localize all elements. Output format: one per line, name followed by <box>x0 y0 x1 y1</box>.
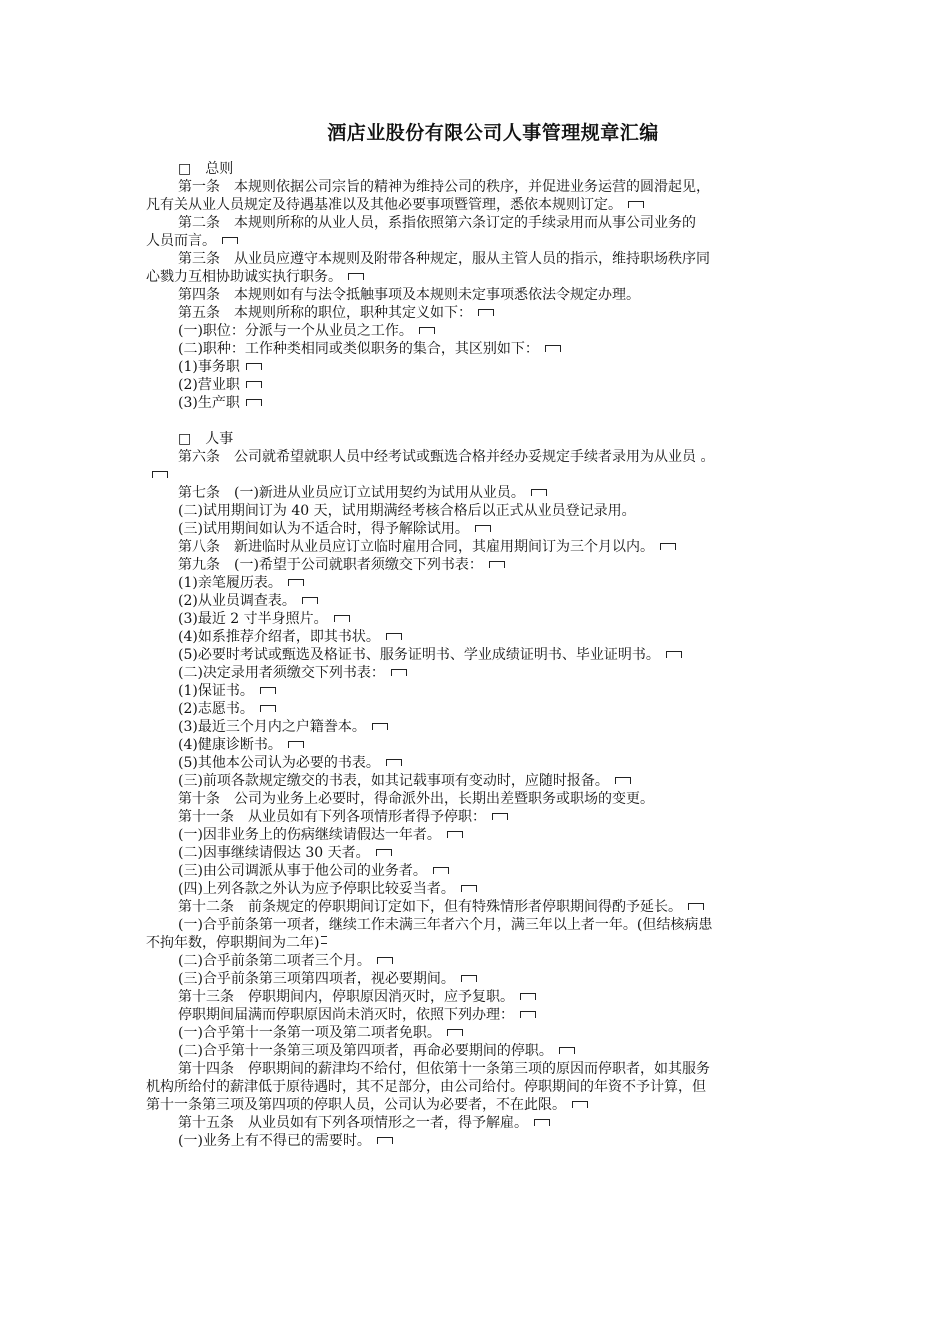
document-line <box>146 970 810 988</box>
line-text: (3)最近 2 寸半身照片。 <box>178 611 328 627</box>
paragraph-mark-icon <box>246 363 262 370</box>
line-text: 第八条 新进临时从业员应订立临时雇用合同，其雇用期间订为三个月以内。 <box>178 539 654 555</box>
line-text: 第二条 本规则所称的从业人员，系指依照第六条订定的手续录用而从事公司业务的 <box>178 215 696 231</box>
document-line <box>146 268 810 286</box>
end-of-line-mark-icon <box>321 936 327 944</box>
line-text: (3)最近三个月内之户籍誊本。 <box>178 719 366 735</box>
document-line <box>146 286 810 304</box>
document-line <box>146 1078 810 1096</box>
paragraph-mark-icon <box>348 273 364 280</box>
paragraph-mark-icon <box>288 741 304 748</box>
document-line <box>146 862 810 880</box>
paragraph-mark-icon <box>492 813 508 820</box>
line-text: (二)职种：工作种类相同或类似职务的集合，其区别如下： <box>178 341 539 357</box>
section-heading <box>146 430 810 448</box>
paragraph-mark-icon <box>288 579 304 586</box>
line-text: 机构所给付的薪津低于原待遇时，其不足部分，由公司给付。停职期间的年资不予计算，但 <box>146 1079 706 1095</box>
line-text: 心戮力互相协助诚实执行职务。 <box>146 269 342 285</box>
paragraph-mark-icon <box>377 1137 393 1144</box>
paragraph-mark-icon <box>260 687 276 694</box>
line-text: 停职期间届满而停职原因尚未消灭时，依照下列办理： <box>178 1007 514 1023</box>
document-line <box>146 502 810 520</box>
paragraph-mark-icon <box>372 723 388 730</box>
document-line <box>146 574 810 592</box>
document-line <box>146 592 810 610</box>
document-line <box>146 1024 810 1042</box>
line-text: 凡有关从业人员规定及待遇基准以及其他必要事项暨管理，悉依本规则订定。 <box>146 197 622 213</box>
line-text: 第九条 (一)希望于公司就职者须缴交下列书表： <box>178 557 483 573</box>
line-text: (1)亲笔履历表。 <box>178 575 282 591</box>
paragraph-mark-icon <box>572 1101 588 1108</box>
paragraph-mark-icon <box>534 1119 550 1126</box>
line-text: (2)营业职 <box>178 377 240 393</box>
document-line <box>146 1042 810 1060</box>
paragraph-mark-icon <box>419 327 435 334</box>
line-text: 第六条 公司就希望就职人员中经考试或甄选合格并经办妥规定手续者录用为从业员 。 <box>178 449 715 465</box>
document-line <box>146 340 810 358</box>
paragraph-mark-icon <box>302 597 318 604</box>
line-text: 不拘年数，停职期间为二年) <box>146 935 320 951</box>
line-text: □ 总则 <box>178 161 234 177</box>
document-line <box>146 790 810 808</box>
document-line <box>146 322 810 340</box>
line-text: (二)决定录用者须缴交下列书表： <box>178 665 385 681</box>
document-line <box>146 1060 810 1078</box>
document-line <box>146 358 810 376</box>
document-line <box>146 376 810 394</box>
paragraph-mark-icon <box>461 975 477 982</box>
line-text: 第十五条 从业员如有下列各项情形之一者，得予解雇。 <box>178 1115 528 1131</box>
line-text: (一)职位：分派与一个从业员之工作。 <box>178 323 413 339</box>
paragraph-mark-icon <box>666 651 682 658</box>
document-line <box>146 988 810 1006</box>
line-text: (2)志愿书。 <box>178 701 254 717</box>
document-line <box>146 772 810 790</box>
document-line <box>146 898 810 916</box>
paragraph-mark-icon <box>489 561 505 568</box>
line-text: 第七条 (一)新进从业员应订立试用契约为试用从业员。 <box>178 485 525 501</box>
line-text: (4)如系推荐介绍者，即其书状。 <box>178 629 380 645</box>
line-text: 第十二条 前条规定的停职期间订定如下，但有特殊情形者停职期间得酌予延长。 <box>178 899 682 915</box>
paragraph-mark-icon <box>478 309 494 316</box>
section-heading <box>146 160 810 178</box>
document-line <box>146 196 810 214</box>
paragraph-mark-icon <box>376 849 392 856</box>
line-text: 第四条 本规则如有与法令抵触事项及本规则未定事项悉依法令规定办理。 <box>178 287 640 303</box>
document-line <box>146 484 810 502</box>
document-body <box>146 160 810 1150</box>
document-line <box>146 1096 810 1114</box>
document-line <box>146 1132 810 1150</box>
document-line <box>146 754 810 772</box>
paragraph-mark-icon <box>615 777 631 784</box>
line-text: (三)试用期间如认为不适合时，得予解除试用。 <box>178 521 469 537</box>
line-text: 第一条 本规则依据公司宗旨的精神为维持公司的秩序，并促进业务运营的圆滑起见， <box>178 179 710 195</box>
line-text: (三)前项各款规定缴交的书表，如其记载事项有变动时，应随时报备。 <box>178 773 609 789</box>
paragraph-mark-icon <box>377 957 393 964</box>
paragraph-mark-icon <box>433 867 449 874</box>
document-line <box>146 250 810 268</box>
paragraph-mark-icon <box>447 1029 463 1036</box>
line-text: (1)事务职 <box>178 359 240 375</box>
paragraph-mark-icon <box>461 885 477 892</box>
line-text: (5)其他本公司认为必要的书表。 <box>178 755 380 771</box>
line-text: 第三条 从业员应遵守本规则及附带各种规定，服从主管人员的指示，维持职场秩序同 <box>178 251 710 267</box>
line-text: (三)合乎前条第三项第四项者，视必要期间。 <box>178 971 455 987</box>
document-line <box>146 232 810 250</box>
paragraph-mark-icon <box>334 615 350 622</box>
paragraph-mark-icon <box>688 903 704 910</box>
paragraph-mark-icon <box>520 1011 536 1018</box>
paragraph-mark-icon <box>222 237 238 244</box>
document-line <box>146 952 810 970</box>
paragraph-mark-icon <box>246 381 262 388</box>
line-text: (二)因事继续请假达 30 天者。 <box>178 845 370 861</box>
document-line <box>146 664 810 682</box>
document-line <box>146 1006 810 1024</box>
line-text: (二)合乎前条第二项者三个月。 <box>178 953 371 969</box>
paragraph-mark-icon <box>386 633 402 640</box>
document-line <box>146 934 810 952</box>
line-text: 第五条 本规则所称的职位，职种其定义如下： <box>178 305 472 321</box>
line-text: (4)健康诊断书。 <box>178 737 282 753</box>
paragraph-mark-icon <box>531 489 547 496</box>
paragraph-mark-icon <box>246 399 262 406</box>
document-line <box>146 736 810 754</box>
document-line <box>146 538 810 556</box>
paragraph-mark-icon <box>391 669 407 676</box>
line-text: 第十三条 停职期间内，停职原因消灭时，应予复职。 <box>178 989 514 1005</box>
document-line <box>146 808 810 826</box>
line-text: (5)必要时考试或甄选及格证书、服务证明书、学业成绩证明书、毕业证明书。 <box>178 647 660 663</box>
line-text: (二)合乎第十一条第三项及第四项者，再命必要期间的停职。 <box>178 1043 553 1059</box>
paragraph-mark-icon <box>559 1047 575 1054</box>
line-text: (1)保证书。 <box>178 683 254 699</box>
document-line <box>146 178 810 196</box>
document-line <box>146 700 810 718</box>
document-line <box>146 304 810 322</box>
document-line <box>146 520 810 538</box>
line-text: 第十一条 从业员如有下列各项情形者得予停职： <box>178 809 486 825</box>
document-line <box>146 826 810 844</box>
paragraph-mark-icon <box>520 993 536 1000</box>
paragraph-mark-icon <box>628 201 644 208</box>
line-text: 第十四条 停职期间的薪津均不给付，但依第十一条第三项的原因而停职者，如其服务 <box>178 1061 710 1077</box>
line-text: (三)由公司调派从事于他公司的业务者。 <box>178 863 427 879</box>
line-text: (3)生产职 <box>178 395 240 411</box>
line-text: 人员而言。 <box>146 233 216 249</box>
line-text: (四)上列各款之外认为应予停职比较妥当者。 <box>178 881 455 897</box>
document-line <box>146 448 810 466</box>
document-line <box>146 646 810 664</box>
document-line <box>146 682 810 700</box>
document-line <box>146 628 810 646</box>
line-text: (一)因非业务上的伤病继续请假达一年者。 <box>178 827 441 843</box>
line-text: (2)从业员调查表。 <box>178 593 296 609</box>
paragraph-mark-icon <box>545 345 561 352</box>
line-text: (一)合乎前条第一项者，继续工作未满三年者六个月，满三年以上者一年。(但结核病患 <box>178 917 713 933</box>
line-text: (一)业务上有不得已的需要时。 <box>178 1133 371 1149</box>
paragraph-mark-icon <box>152 471 168 478</box>
document-line <box>146 610 810 628</box>
document-line <box>146 214 810 232</box>
line-text: (一)合乎第十一条第一项及第二项者免职。 <box>178 1025 441 1041</box>
line-text: 第十条 公司为业务上必要时，得命派外出，长期出差暨职务或职场的变更。 <box>178 791 654 807</box>
document-title: 酒店业股份有限公司人事管理规章汇编 <box>327 122 659 144</box>
document-line <box>146 1114 810 1132</box>
line-text: □ 人事 <box>178 431 234 447</box>
document-line <box>146 556 810 574</box>
document-line <box>146 844 810 862</box>
paragraph-mark-icon <box>386 759 402 766</box>
paragraph-mark-icon <box>447 831 463 838</box>
line-text: (二)试用期间订为 40 天，试用期满经考核合格后以正式从业员登记录用。 <box>178 503 636 519</box>
paragraph-mark-icon <box>660 543 676 550</box>
paragraph-mark-icon <box>475 525 491 532</box>
line-text: 第十一条第三项及第四项的停职人员，公司认为必要者，不在此限。 <box>146 1097 566 1113</box>
document-line <box>146 466 810 484</box>
paragraph-mark-icon <box>260 705 276 712</box>
document-line <box>146 880 810 898</box>
document-line <box>146 718 810 736</box>
document-line <box>146 916 810 934</box>
document-line <box>146 394 810 412</box>
